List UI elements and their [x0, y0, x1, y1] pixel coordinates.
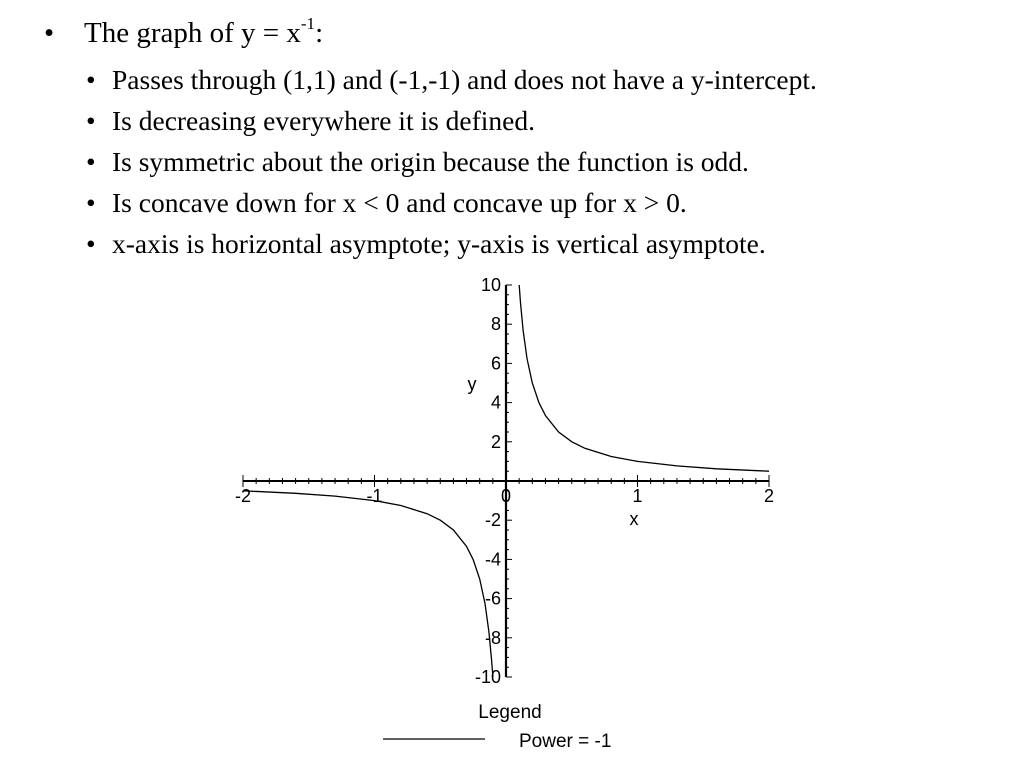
sub-bullet-text: Is concave down for x < 0 and concave up for x > 0. [112, 187, 687, 218]
x-tick-label: 1 [632, 486, 643, 506]
x-tick-label: -2 [234, 486, 252, 506]
sub-bullet-text: Passes through (1,1) and (-1,-1) and does not have a y-intercept. [112, 64, 817, 95]
heading-suffix: : [315, 17, 324, 49]
y-tick-label: -2 [484, 510, 501, 531]
y-axis-label: y [467, 374, 477, 394]
series-line [519, 285, 769, 471]
y-tick-label: -8 [484, 627, 501, 648]
bullet-dot: • [86, 187, 96, 218]
sub-bullet-text: x-axis is horizontal asymptote; y-axis is vertical asymptote. [112, 228, 766, 259]
x-axis-label: x [629, 509, 639, 529]
y-tick-label: -4 [484, 549, 501, 570]
y-tick-label: 4 [490, 392, 501, 413]
bullet-dot: • [86, 105, 96, 136]
heading-prefix: The graph of y = x [84, 17, 301, 49]
y-tick-label: 10 [480, 275, 501, 295]
bullet-dot: • [86, 64, 96, 95]
x-tick-label: 0 [500, 486, 512, 506]
x-tick-label: 2 [763, 486, 775, 506]
chart-legend [383, 702, 611, 752]
x-tick-label: -1 [366, 486, 383, 506]
y-tick-label: -6 [484, 588, 501, 609]
heading-exponent: -1 [300, 14, 316, 33]
sub-bullet-text: Is decreasing everywhere it is defined. [112, 105, 536, 136]
y-tick-label: 2 [490, 431, 501, 452]
series-line [243, 491, 493, 677]
legend-entry: Power = -1 [519, 731, 612, 752]
sub-bullet-text: Is symmetric about the origin because the function is odd. [112, 146, 749, 177]
legend-title: Legend [478, 702, 542, 723]
y-tick-label: 6 [490, 353, 501, 374]
bullet-dot: • [86, 146, 96, 177]
y-tick-label: 8 [490, 314, 501, 335]
bullet-dot: • [86, 228, 96, 259]
y-tick-label: -10 [474, 667, 501, 687]
bullet-dot: • [44, 17, 55, 49]
